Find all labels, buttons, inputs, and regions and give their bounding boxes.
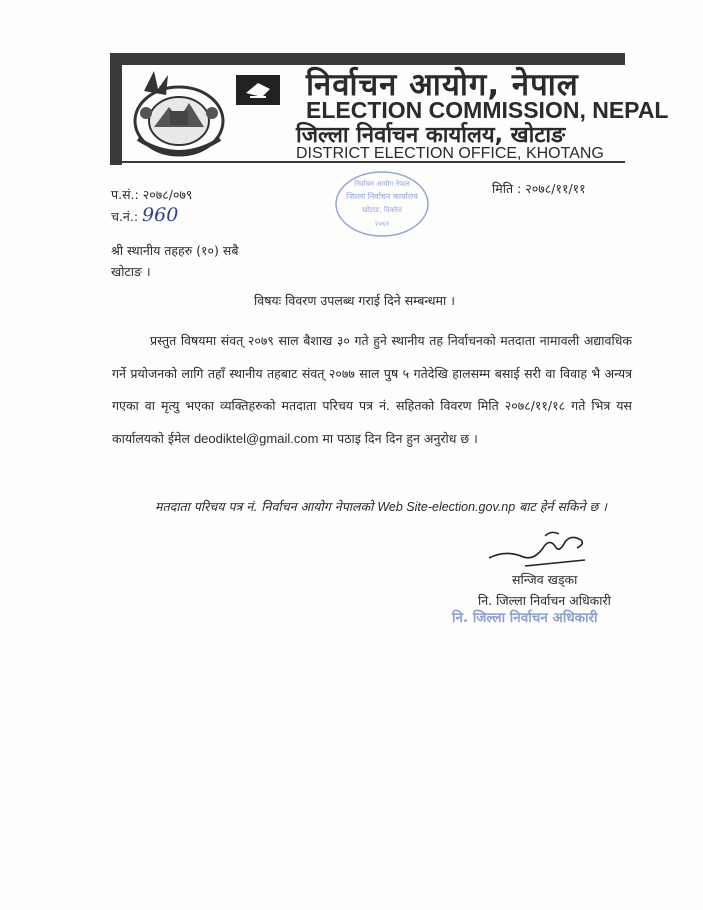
signatory-stamp: नि. जिल्ला निर्वाचन अधिकारी <box>452 610 598 626</box>
recipient-line-1: श्री स्थानीय तहहरु (१०) सबै <box>111 243 239 258</box>
letterhead <box>110 53 669 165</box>
website-note <box>155 498 607 515</box>
stamp-line-4: २०६१ <box>374 220 390 228</box>
office-round-stamp <box>332 168 432 240</box>
letterhead-title-english: ELECTION COMMISSION, NEPAL <box>306 97 669 123</box>
ps-value: २०७८/०७९ <box>142 187 193 202</box>
signatory-designation: नि. जिल्ला निर्वाचन अधिकारी <box>478 593 611 608</box>
stamp-line-1: निर्वाचन आयोग नेपाल <box>354 180 410 188</box>
cn-value-handwritten: 960 <box>142 204 179 226</box>
body-text-end: मा पठाइ दिन दिन हुन अनुरोध छ । <box>322 430 478 446</box>
letterhead-office-english: DISTRICT ELECTION OFFICE, KHOTANG <box>296 145 604 162</box>
reference-ps <box>111 186 192 203</box>
handwritten-signature <box>485 528 590 570</box>
letterhead-office-nepali: जिल्ला निर्वाचन कार्यालय, खोटाङ <box>296 123 566 148</box>
body-email: deodiktel@gmail.com <box>193 430 319 446</box>
recipient-line-2: खोटाङ । <box>111 264 151 279</box>
letterhead-left-bar <box>110 53 122 165</box>
letter-subject: विषयः विवरण उपलब्ध गराई दिने सम्बन्धमा । <box>254 293 455 308</box>
date-label: मिति : <box>492 181 522 196</box>
letter-body <box>112 325 632 455</box>
letterhead-title-nepali: निर्वाचन आयोग, नेपाल <box>306 67 579 103</box>
nepal-emblem-icon <box>124 67 234 161</box>
cn-label: च.नं.: <box>111 209 139 224</box>
reference-cn <box>111 204 178 226</box>
note-website: Web Site-election.gov.np <box>377 500 516 514</box>
stamp-line-2: जिल्ला निर्वाचन कार्यालय <box>346 192 418 201</box>
note-text: मतदाता परिचय पत्र नं. निर्वाचन आयोग नेपालको <box>155 499 374 514</box>
note-text-end: बाट हेर्न सकिने छ । <box>519 499 608 514</box>
signatory-name: सन्जिव खड्का <box>512 572 578 587</box>
stamp-line-3: खोटाङ, दिक्तेल <box>362 206 402 214</box>
election-commission-logo-icon <box>236 75 280 105</box>
body-text: प्रस्तुत विषयमा संवत् २०७९ साल बैशाख ३० गते हुने स्थानीय तह निर्वाचनको मतदाता नामावली अद्यावधिक गर्ने प्रयोजनको लागि तहाँ स्थानीय तहबाट संवत् २०७७ साल पुष ५ गतेदेखि हालसम्म बसाई सरी वा विवाह भै अन्यत्र गएका वा मृत्यु भएका व्यक्तिहरुको मतदाता परिचय पत्र नं. सहितको विवरण मिति २०७८/११/१८ गते भित्र यस कार्यालयको ईमेल <box>112 333 632 446</box>
date-value: २०७८/११/११ <box>525 181 586 196</box>
letter-date <box>492 180 586 197</box>
ps-label: प.सं.: <box>111 187 139 202</box>
